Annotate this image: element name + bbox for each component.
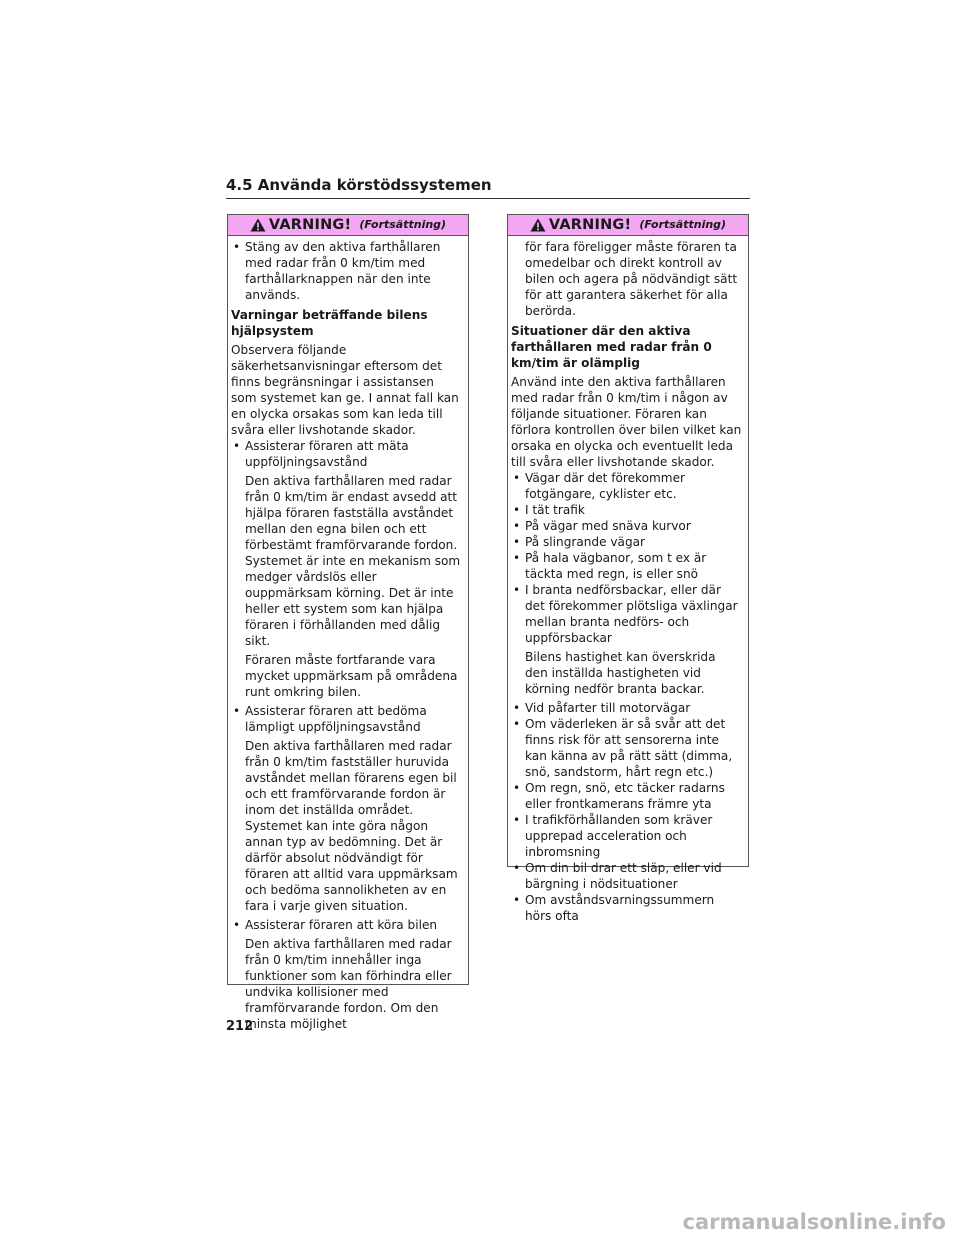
- subheading: Situationer där den aktiva farthållaren med radar från 0 km/tim är olämplig: [511, 324, 712, 370]
- sub-paragraph: Den aktiva farthållaren med radar från 0 km/tim fastställer huruvida avståndet mellan förarens egen bil och ett framförvarande fordon är inom det inställda området. Systemet kan inte göra någon annan typ av bedömning. Det är därför absolut nödvändigt för föraren att alltid vara uppmärksam och bedöma sannolikheten av en fara i varje given situation.: [245, 739, 458, 913]
- sub-paragraph: Den aktiva farthållaren med radar från 0 km/tim innehåller inga funktioner som kan förhindra eller undvika kollisioner med framförvarande fordon. Om den minsta möjlighet: [245, 937, 452, 1031]
- list-item: • Om din bil drar ett släp, eller vid bärgning i nödsituationer: [511, 860, 742, 892]
- section-title: 4.5 Använda körstödssystemen: [226, 176, 750, 199]
- sub-paragraph: Föraren måste fortfarande vara mycket uppmärksam på områdena runt omkring bilen.: [245, 653, 458, 699]
- warning-title: VARNING!: [548, 217, 632, 233]
- list-item: • I branta nedförsbackar, eller där det förekommer plötsliga växlingar mellan branta nedförs- och uppförsbackar: [511, 582, 742, 646]
- continued-text: för fara föreligger måste föraren ta omedelbar och direkt kontroll av bilen och agera på nödvändigt sätt för att garantera säkerhet för alla berörda.: [525, 240, 738, 318]
- list-item: • Assisterar föraren att mäta uppföljningsavstånd: [231, 438, 462, 470]
- warning-subtitle: (Fortsättning): [639, 218, 727, 231]
- warning-title: VARNING!: [268, 217, 352, 233]
- page-number: 212: [226, 1019, 254, 1034]
- warning-subtitle: (Fortsättning): [359, 218, 447, 231]
- list-item: • I tät trafik: [511, 502, 742, 518]
- list-item: • På slingrande vägar: [511, 534, 742, 550]
- list-item: • Vid påfarter till motorvägar: [511, 700, 742, 716]
- paragraph: Observera följande säkerhetsanvisningar eftersom det finns begränsningar i assistansen som systemet kan ge. I annat fall kan en olycka orsakas som kan leda till svåra eller livshotande skador.: [231, 343, 459, 437]
- watermark: carmanualsonline.info: [682, 1210, 946, 1234]
- list-item: • Stäng av den aktiva farthållaren med radar från 0 km/tim med farthållarknappen när den inte används.: [231, 239, 462, 303]
- list-item: • Om avståndsvarningssummern hörs ofta: [511, 892, 742, 924]
- subheading: Varningar beträffande bilens hjälpsystem: [231, 308, 428, 338]
- warning-header: [508, 215, 748, 236]
- list-item: • Assisterar föraren att bedöma lämpligt uppföljningsavstånd: [231, 703, 462, 735]
- list-item: • På hala vägbanor, som t ex är täckta med regn, is eller snö: [511, 550, 742, 582]
- warning-body-left: [228, 236, 468, 1032]
- list-item: • På vägar med snäva kurvor: [511, 518, 742, 534]
- sub-paragraph: Den aktiva farthållaren med radar från 0 km/tim är endast avsedd att hjälpa föraren fastställa avståndet mellan den egna bilen och ett förbestämt framförvarande fordon. Systemet är inte en mekanism som medger vårdslös eller ouppmärksam körning. Det är inte heller ett system som kan hjälpa föraren i förhållanden med dålig sikt.: [245, 474, 461, 648]
- warning-header: [228, 215, 468, 236]
- list-item: • Om regn, snö, etc täcker radarns eller frontkamerans främre yta: [511, 780, 742, 812]
- warning-triangle-icon: [530, 218, 546, 232]
- paragraph: Använd inte den aktiva farthållaren med radar från 0 km/tim i någon av följande situationer. Föraren kan förlora kontrollen över bilen vilket kan orsaka en olycka och eventuellt leda till svåra eller livshotande skador.: [511, 375, 742, 469]
- list-item: • I trafikförhållanden som kräver upprepad acceleration och inbromsning: [511, 812, 742, 860]
- warning-body-right: [508, 236, 748, 924]
- warning-triangle-icon: [250, 218, 266, 232]
- list-item: • Assisterar föraren att köra bilen: [231, 917, 462, 933]
- list-item: • Om väderleken är så svår att det finns risk för att sensorerna inte kan känna av på rätt sätt (dimma, snö, sandstorm, hårt regn etc.): [511, 716, 742, 780]
- sub-paragraph: Bilens hastighet kan överskrida den inställda hastigheten vid körning nedför branta backar.: [525, 650, 716, 696]
- list-item: • Vägar där det förekommer fotgängare, cyklister etc.: [511, 470, 742, 502]
- warning-box-right: [507, 214, 749, 923]
